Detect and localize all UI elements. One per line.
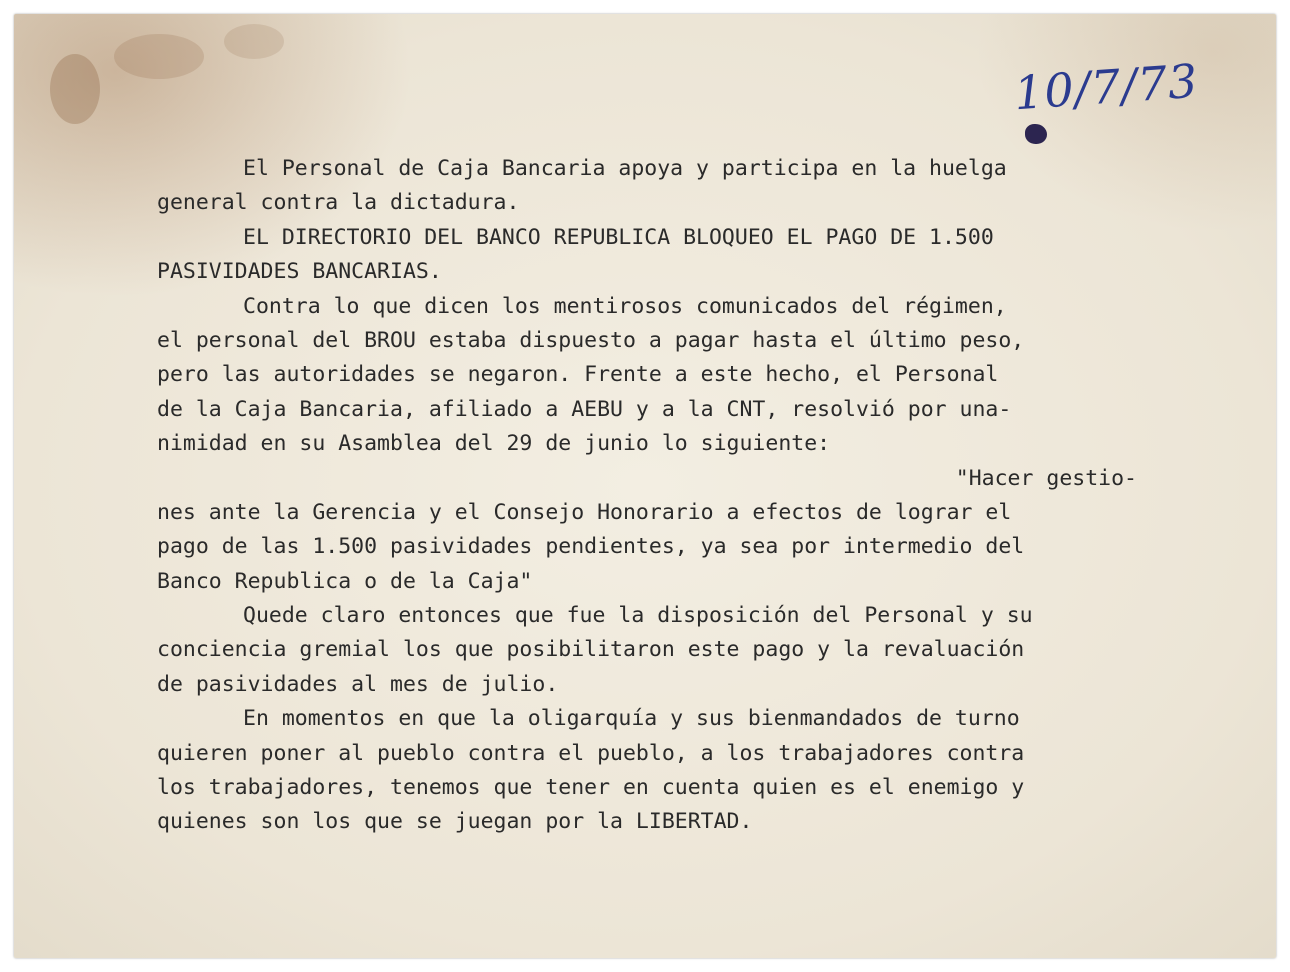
text-line: de la Caja Bancaria, afiliado a AEBU y a la CNT, resolvió por una- (157, 396, 1012, 422)
text-line: El Personal de Caja Bancaria apoya y participa en la huelga (243, 156, 1007, 181)
text-line: Quede claro entonces que fue la disposición del Personal y su (243, 603, 1033, 629)
text-line: En momentos en que la oligarquía y sus bienmandados de turno (243, 706, 1020, 732)
age-stain (224, 24, 284, 59)
text-line: general contra la dictadura. (157, 190, 520, 216)
age-stain (114, 34, 204, 79)
ink-blot (1025, 124, 1047, 144)
text-line: quieren poner al pueblo contra el pueblo, a los trabajadores contra (157, 740, 1025, 766)
text-line: nimidad en su Asamblea del 29 de junio lo siguiente: (157, 431, 831, 457)
handwritten-date: 10/7/73 (1012, 53, 1201, 121)
text-line: nes ante la Gerencia y el Consejo Honorario a efectos de lograr el (157, 499, 1012, 525)
text-line: quienes son los que se juegan por la LIBERTAD. (157, 809, 753, 835)
text-line: pago de las 1.500 pasividades pendientes, ya sea por intermedio del (157, 534, 1025, 560)
text-line: PASIVIDADES BANCARIAS. (157, 259, 442, 285)
text-line: EL DIRECTORIO DEL BANCO REPUBLICA BLOQUEO EL PAGO DE 1.500 (243, 224, 994, 250)
text-line: de pasividades al mes de julio. (157, 671, 559, 697)
text-line: los trabajadores, tenemos que tener en cuenta quien es el enemigo y (157, 775, 1025, 801)
text-line: pero las autoridades se negaron. Frente a este hecho, el Personal (157, 362, 999, 388)
text-line: "Hacer gestio- (955, 465, 1137, 491)
age-stain (50, 54, 100, 124)
text-line: conciencia gremial los que posibilitaron este pago y la revaluación (157, 637, 1025, 663)
document-page (14, 14, 1276, 958)
text-line: Contra lo que dicen los mentirosos comunicados del régimen, (243, 293, 1007, 319)
text-line: Banco Republica o de la Caja" (157, 568, 533, 594)
text-line: el personal del BROU estaba dispuesto a pagar hasta el último peso, (157, 327, 1025, 353)
typed-letter-body (157, 152, 1157, 840)
